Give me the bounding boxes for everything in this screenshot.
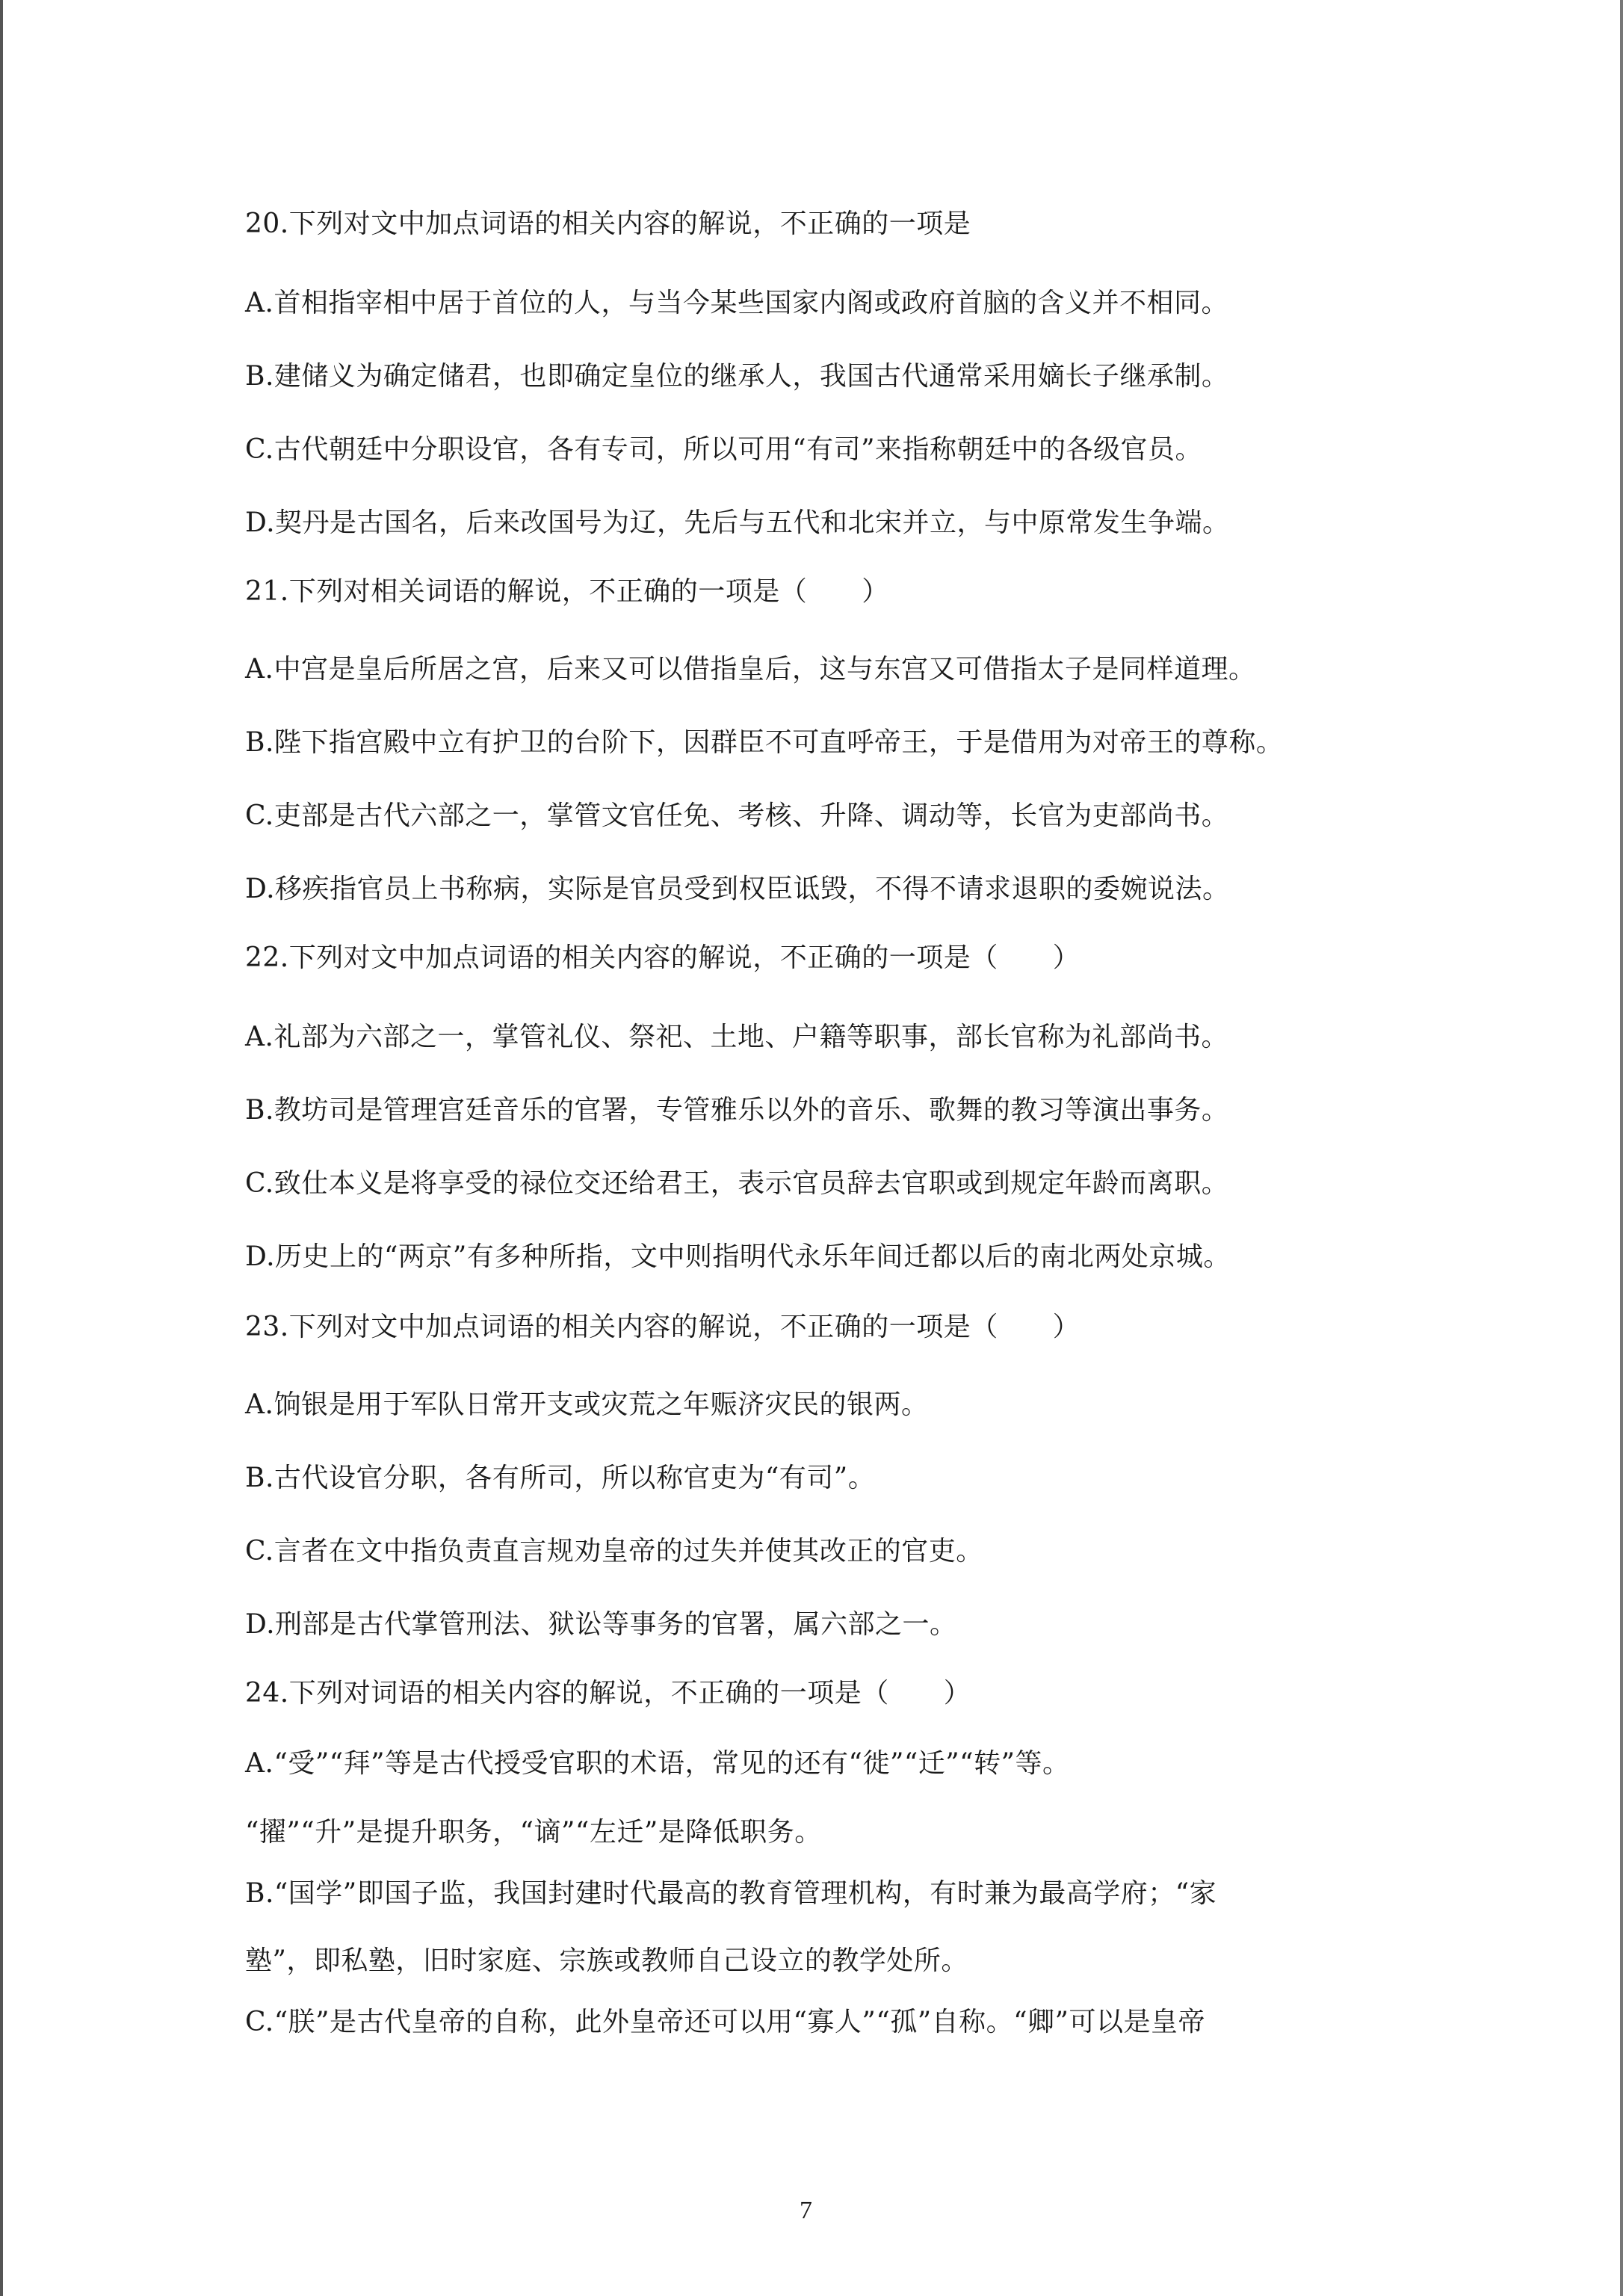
question-20-option-b: B.建储义为确定储君，也即确定皇位的继承人，我国古代通常采用嫡长子继承制。 bbox=[245, 361, 1229, 392]
question-23-option-d: D.刑部是古代掌管刑法、狱讼等事务的官署，属六部之一。 bbox=[245, 1609, 957, 1640]
question-20-stem: 20.下列对文中加点词语的相关内容的解说，不正确的一项是 bbox=[245, 209, 971, 239]
scan-edge-right bbox=[1620, 0, 1623, 2296]
question-24-option-c: C.“朕”是古代皇帝的自称，此外皇帝还可以用“寡人”“孤”自称。“卿”可以是皇帝 bbox=[245, 2007, 1205, 2037]
page-number: 7 bbox=[800, 2197, 812, 2224]
scan-edge-left bbox=[0, 0, 3, 2296]
question-24-option-b-continued: 塾”，即私塾，旧时家庭、宗族或教师自己设立的教学处所。 bbox=[245, 1945, 968, 1976]
question-22-option-c: C.致仕本义是将享受的禄位交还给君王，表示官员辞去官职或到规定年龄而离职。 bbox=[245, 1168, 1229, 1199]
question-24-stem: 24.下列对词语的相关内容的解说，不正确的一项是（ ） bbox=[245, 1678, 971, 1709]
question-20-option-c: C.古代朝廷中分职设官，各有专司，所以可用“有司”来指称朝廷中的各级官员。 bbox=[245, 434, 1203, 465]
question-22-stem: 22.下列对文中加点词语的相关内容的解说，不正确的一项是（ ） bbox=[245, 942, 1081, 973]
question-22-option-b: B.教坊司是管理宫廷音乐的官署，专管雅乐以外的音乐、歌舞的教习等演出事务。 bbox=[245, 1095, 1229, 1126]
question-21-option-b: B.陛下指宫殿中立有护卫的台阶下，因群臣不可直呼帝王，于是借用为对帝王的尊称。 bbox=[245, 727, 1284, 758]
question-24-option-a: A.“受”“拜”等是古代授受官职的术语，常见的还有“徙”“迁”“转”等。 bbox=[245, 1748, 1070, 1779]
question-24-option-b: B.“国学”即国子监，我国封建时代最高的教育管理机构，有时兼为最高学府；“家 bbox=[245, 1878, 1217, 1909]
question-23-option-a: A.饷银是用于军队日常开支或灾荒之年赈济灾民的银两。 bbox=[245, 1389, 929, 1420]
question-21-option-d: D.移疾指官员上书称病，实际是官员受到权臣诋毁，不得不请求退职的委婉说法。 bbox=[245, 874, 1230, 904]
question-20-option-a: A.首相指宰相中居于首位的人，与当今某些国家内阁或政府首脑的含义并不相同。 bbox=[245, 288, 1228, 318]
question-23-option-c: C.言者在文中指负责直言规劝皇帝的过失并使其改正的官吏。 bbox=[245, 1536, 983, 1567]
question-21-stem: 21.下列对相关词语的解说，不正确的一项是（ ） bbox=[245, 576, 889, 607]
question-23-option-b: B.古代设官分职，各有所司，所以称官吏为“有司”。 bbox=[245, 1463, 876, 1493]
question-23-stem: 23.下列对文中加点词语的相关内容的解说，不正确的一项是（ ） bbox=[245, 1312, 1081, 1342]
question-22-option-d: D.历史上的“两京”有多种所指，文中则指明代永乐年间迁都以后的南北两处京城。 bbox=[245, 1241, 1231, 1272]
question-21-option-c: C.吏部是古代六部之一，掌管文官任免、考核、升降、调动等，长官为吏部尚书。 bbox=[245, 800, 1229, 831]
question-21-option-a: A.中宫是皇后所居之宫，后来又可以借指皇后，这与东宫又可借指太子是同样道理。 bbox=[245, 654, 1256, 685]
question-20-option-d: D.契丹是古国名，后来改国号为辽，先后与五代和北宋并立，与中原常发生争端。 bbox=[245, 507, 1230, 538]
question-24-option-a-continued: “擢”“升”是提升职务，“谪”“左迁”是降低职务。 bbox=[245, 1817, 822, 1848]
question-22-option-a: A.礼部为六部之一，掌管礼仪、祭祀、土地、户籍等职事，部长官称为礼部尚书。 bbox=[245, 1022, 1228, 1052]
